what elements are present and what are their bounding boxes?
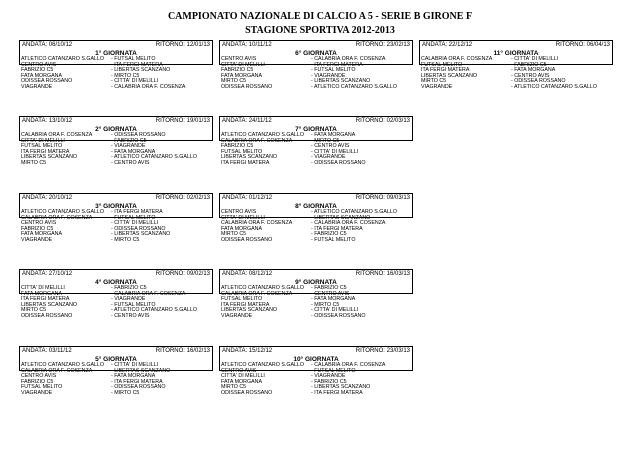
home-team: ATLETICO CATANZARO S.GALLO <box>221 285 304 291</box>
away-team: - ATLETICO CATANZARO S.GALLO <box>111 307 197 314</box>
round-title: 2° GIORNATA <box>95 126 137 133</box>
home-team: ODISSEA ROSSANO <box>221 83 273 90</box>
andata-date: ANDATA: 06/10/12 <box>22 42 73 48</box>
away-team: - LIBERTAS SCANZANO <box>111 367 171 374</box>
home-team: VIAGRANDE <box>21 236 53 243</box>
match-list <box>21 57 213 91</box>
round-title: 9° GIORNATA <box>295 279 337 286</box>
away-team: - VIAGRANDE <box>111 296 146 303</box>
match-list <box>221 133 413 167</box>
ritorno-date: RITORNO: 16/03/13 <box>355 271 410 277</box>
away-team: - CALABRIA ORA F. COSENZA <box>311 220 386 227</box>
away-team: - CITTA' DI MELILLI <box>311 307 359 314</box>
home-team: ODISSEA ROSSANO <box>221 236 273 243</box>
round-title: 10° GIORNATA <box>293 356 339 363</box>
round-panel <box>19 346 213 396</box>
away-team: - FABRIZIO C5 <box>311 285 347 291</box>
away-team: - FUTSAL MELITO <box>311 236 356 243</box>
home-team: CITTA' DI MELILLI <box>221 373 265 380</box>
home-team: ATLETICO CATANZARO S.GALLO <box>21 362 104 368</box>
away-team: - ODISSEA ROSSANO <box>311 159 366 166</box>
home-team: CENTRO AVIS <box>21 220 57 227</box>
andata-date: ANDATA: 22/12/12 <box>422 42 473 48</box>
round-panel <box>219 40 413 90</box>
away-team: - ODISSEA ROSSANO <box>511 78 566 85</box>
home-team: MIRTO C5 <box>221 231 247 238</box>
home-team: MIRTO C5 <box>221 78 247 85</box>
round-title: 3° GIORNATA <box>95 203 137 210</box>
match-row <box>21 314 213 320</box>
home-team: ATLETICO CATANZARO S.GALLO <box>21 56 104 62</box>
home-team: LIBERTAS SCANZANO <box>221 307 278 314</box>
home-team: ODISSEA ROSSANO <box>221 389 273 396</box>
away-team: - FUTSAL MELITO <box>111 56 156 62</box>
away-team: - LIBERTAS SCANZANO <box>311 384 371 391</box>
match-list <box>221 363 413 397</box>
round-title: 8° GIORNATA <box>295 203 337 210</box>
round-title: 6° GIORNATA <box>295 50 337 57</box>
away-team: - FUTSAL MELITO <box>111 214 156 221</box>
away-team: - ATLETICO CATANZARO S.GALLO <box>311 83 397 90</box>
home-team: MIRTO C5 <box>421 78 447 85</box>
match-list <box>221 210 413 244</box>
ritorno-date: RITORNO: 23/03/13 <box>355 348 410 354</box>
andata-date: ANDATA: 15/12/12 <box>222 348 273 354</box>
round-panel <box>219 116 413 166</box>
away-team: - ATLETICO CATANZARO S.GALLO <box>511 83 597 90</box>
away-team: - MIRTO C5 <box>111 72 140 79</box>
andata-date: ANDATA: 13/10/12 <box>22 118 73 124</box>
home-team: FABRIZIO C5 <box>21 378 54 385</box>
home-team: MIRTO C5 <box>21 159 47 166</box>
round-panel <box>19 116 213 166</box>
andata-date: ANDATA: 03/11/12 <box>22 348 72 354</box>
round-panel <box>219 269 413 319</box>
home-team: FATA MORGANA <box>21 72 63 79</box>
home-team: CALABRIA ORA F. COSENZA <box>21 367 93 374</box>
andata-date: ANDATA: 24/11/12 <box>222 118 272 124</box>
match-row <box>221 238 413 244</box>
away-team: - CALABRIA ORA F. COSENZA <box>311 362 386 368</box>
home-team: VIAGRANDE <box>421 83 453 90</box>
home-team: CITTA' DI MELILLI <box>221 214 265 221</box>
match-row <box>21 238 213 244</box>
match-row <box>221 161 413 167</box>
away-team: - FABRIZIO C5 <box>111 285 147 291</box>
home-team: ATLETICO CATANZARO S.GALLO <box>221 362 304 368</box>
home-team: FATA MORGANA <box>221 72 263 79</box>
away-team: - CENTRO AVIS <box>111 159 150 166</box>
away-team: - ODISSEA ROSSANO <box>311 312 366 319</box>
andata-date: ANDATA: 08/12/12 <box>222 271 273 277</box>
round-panel <box>219 346 413 396</box>
away-team: - FATA MORGANA <box>111 148 156 155</box>
home-team: ITA FERGI MATERA <box>21 296 70 303</box>
home-team: ATLETICO CATANZARO S.GALLO <box>221 132 304 138</box>
home-team: FABRIZIO C5 <box>21 67 54 74</box>
home-team: VIAGRANDE <box>221 312 253 319</box>
home-team: LIBERTAS SCANZANO <box>21 301 78 308</box>
round-panel <box>419 40 613 90</box>
away-team: - CENTRO AVIS <box>311 290 350 297</box>
home-team: ITA FERGI MATERA <box>221 159 270 166</box>
away-team: - FABRIZIO C5 <box>111 137 147 144</box>
andata-date: ANDATA: 01/12/12 <box>222 195 273 201</box>
round-panel <box>19 40 213 90</box>
away-team: - FUTSAL MELITO <box>311 67 356 74</box>
home-team: CENTRO AVIS <box>221 56 257 62</box>
away-team: - LIBERTAS SCANZANO <box>111 67 171 74</box>
ritorno-date: RITORNO: 23/02/13 <box>355 42 410 48</box>
away-team: - LIBERTAS SCANZANO <box>111 231 171 238</box>
ritorno-date: RITORNO: 02/02/13 <box>155 195 210 201</box>
round-title: 1° GIORNATA <box>95 50 137 57</box>
ritorno-date: RITORNO: 06/04/13 <box>555 42 610 48</box>
home-team: CENTRO AVIS <box>221 209 257 215</box>
home-team: FUTSAL MELITO <box>421 61 463 68</box>
away-team: - ITA FERGI MATERA <box>111 209 163 215</box>
home-team: ODISSEA ROSSANO <box>21 78 73 85</box>
ritorno-date: RITORNO: 09/03/13 <box>355 195 410 201</box>
home-team: FATA MORGANA <box>21 290 63 297</box>
home-team: CALABRIA ORA F. COSENZA <box>421 56 493 62</box>
away-team: - CALABRIA ORA F. COSENZA <box>111 83 186 90</box>
away-team: - CITTA' DI MELILLI <box>111 220 159 227</box>
away-team: - FABRIZIO C5 <box>311 378 347 385</box>
away-team: - CENTRO AVIS <box>511 72 550 79</box>
home-team: CITTA' DI MELILLI <box>21 137 65 144</box>
away-team: - FUTSAL MELITO <box>311 367 356 374</box>
away-team: - VIAGRANDE <box>311 373 346 380</box>
away-team: - ITA FERGI MATERA <box>311 61 363 68</box>
away-team: - CENTRO AVIS <box>111 312 150 319</box>
away-team: - FABRIZIO C5 <box>511 61 547 68</box>
home-team: LIBERTAS SCANZANO <box>221 154 278 161</box>
away-team: - ATLETICO CATANZARO S.GALLO <box>111 154 197 161</box>
home-team: FATA MORGANA <box>221 378 263 385</box>
away-team: - ITA FERGI MATERA <box>311 225 363 232</box>
away-team: - FATA MORGANA <box>511 67 556 74</box>
home-team: CITTA' DI MELILLI <box>21 285 65 291</box>
home-team: ITA FERGI MATERA <box>21 148 70 155</box>
ritorno-date: RITORNO: 16/02/13 <box>155 348 210 354</box>
away-team: - ODISSEA ROSSANO <box>111 132 166 138</box>
away-team: - FABRIZIO C5 <box>311 231 347 238</box>
ritorno-date: RITORNO: 12/01/13 <box>155 42 210 48</box>
home-team: CALABRIA ORA F. COSENZA <box>221 290 293 297</box>
match-row <box>21 161 213 167</box>
round-panel <box>219 193 413 243</box>
match-list <box>21 210 213 244</box>
andata-date: ANDATA: 10/11/12 <box>222 42 272 48</box>
home-team: CALABRIA ORA F. COSENZA <box>21 132 93 138</box>
home-team: VIAGRANDE <box>21 83 53 90</box>
away-team: - CITTA' DI MELILLI <box>511 56 559 62</box>
match-list <box>21 133 213 167</box>
home-team: CALABRIA ORA F. COSENZA <box>221 220 293 227</box>
away-team: - ITA FERGI MATERA <box>311 389 363 396</box>
match-list <box>21 363 213 397</box>
home-team: FABRIZIO C5 <box>221 67 254 74</box>
away-team: - ODISSEA ROSSANO <box>111 225 166 232</box>
round-panel <box>19 193 213 243</box>
away-team: - VIAGRANDE <box>311 72 346 79</box>
away-team: - CALABRIA ORA F. COSENZA <box>311 56 386 62</box>
match-row <box>21 85 213 91</box>
away-team: - CALABRIA ORA F. COSENZA <box>111 290 186 297</box>
away-team: - ATLETICO CATANZARO S.GALLO <box>311 209 397 215</box>
home-team: FATA MORGANA <box>21 231 63 238</box>
away-team: - FATA MORGANA <box>111 373 156 380</box>
away-team: - FUTSAL MELITO <box>111 301 156 308</box>
home-team: CALABRIA ORA F. COSENZA <box>221 137 293 144</box>
match-row <box>221 85 413 91</box>
season-title: STAGIONE SPORTIVA 2012-2013 <box>245 25 395 36</box>
away-team: - VIAGRANDE <box>111 143 146 150</box>
round-title: 4° GIORNATA <box>95 279 137 286</box>
home-team: CENTRO AVIS <box>21 373 57 380</box>
round-title: 5° GIORNATA <box>95 356 137 363</box>
home-team: FABRIZIO C5 <box>21 225 54 232</box>
home-team: FATA MORGANA <box>221 225 263 232</box>
match-list <box>221 57 413 91</box>
away-team: - VIAGRANDE <box>311 154 346 161</box>
home-team: ITA FERGI MATERA <box>421 67 470 74</box>
home-team: LIBERTAS SCANZANO <box>21 154 78 161</box>
home-team: ATLETICO CATANZARO S.GALLO <box>21 209 104 215</box>
away-team: - MIRTO C5 <box>311 301 340 308</box>
home-team: CENTRO AVIS <box>221 367 257 374</box>
away-team: - FATA MORGANA <box>311 296 356 303</box>
ritorno-date: RITORNO: 19/01/13 <box>155 118 210 124</box>
ritorno-date: RITORNO: 02/03/13 <box>355 118 410 124</box>
match-list <box>421 57 613 91</box>
away-team: - MIRTO C5 <box>111 236 140 243</box>
round-title: 7° GIORNATA <box>295 126 337 133</box>
match-row <box>21 391 213 397</box>
away-team: - ITA FERGI MATERA <box>111 378 163 385</box>
home-team: ODISSEA ROSSANO <box>21 312 73 319</box>
home-team: FUTSAL MELITO <box>21 384 63 391</box>
away-team: - CITTA' DI MELILLI <box>311 148 359 155</box>
home-team: MIRTO C5 <box>221 384 247 391</box>
home-team: VIAGRANDE <box>21 389 53 396</box>
match-list <box>21 286 213 320</box>
match-row <box>221 314 413 320</box>
championship-title: CAMPIONATO NAZIONALE DI CALCIO A 5 - SERIE B GIRONE F <box>167 11 473 22</box>
match-row <box>221 391 413 397</box>
away-team: - FATA MORGANA <box>311 132 356 138</box>
away-team: - MIRTO C5 <box>311 137 340 144</box>
home-team: MIRTO C5 <box>21 307 47 314</box>
home-team: CITTA' DI MELILLI <box>221 61 265 68</box>
away-team: - CITTA' DI MELILLI <box>111 362 159 368</box>
home-team: CENTRO AVIS <box>21 61 57 68</box>
home-team: ITA FERGI MATERA <box>221 301 270 308</box>
away-team: - CENTRO AVIS <box>311 143 350 150</box>
andata-date: ANDATA: 27/10/12 <box>22 271 73 277</box>
round-panel <box>19 269 213 319</box>
ritorno-date: RITORNO: 09/02/13 <box>155 271 210 277</box>
round-title: 11° GIORNATA <box>493 50 539 57</box>
home-team: CALABRIA ORA F. COSENZA <box>21 214 93 221</box>
away-team: - LIBERTAS SCANZANO <box>311 214 371 221</box>
home-team: LIBERTAS SCANZANO <box>421 72 478 79</box>
home-team: FUTSAL MELITO <box>21 143 63 150</box>
home-team: FABRIZIO C5 <box>221 143 254 150</box>
away-team: - CITTA' DI MELILLI <box>111 78 159 85</box>
match-row <box>421 85 613 91</box>
match-list <box>221 286 413 320</box>
away-team: - MIRTO C5 <box>111 389 140 396</box>
away-team: - ODISSEA ROSSANO <box>111 384 166 391</box>
home-team: FUTSAL MELITO <box>221 148 263 155</box>
away-team: - ITA FERGI MATERA <box>111 61 163 68</box>
home-team: FUTSAL MELITO <box>221 296 263 303</box>
away-team: - LIBERTAS SCANZANO <box>311 78 371 85</box>
andata-date: ANDATA: 20/10/12 <box>22 195 73 201</box>
